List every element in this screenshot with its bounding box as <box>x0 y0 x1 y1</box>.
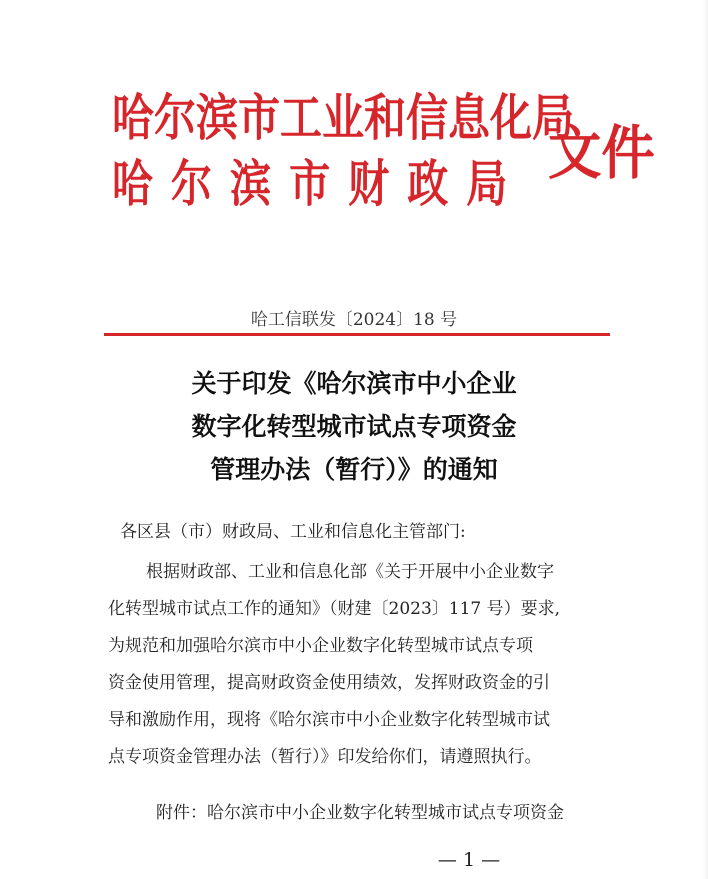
title-line-1: 关于印发《哈尔滨市中小企业 <box>191 369 517 398</box>
paragraph-line: 化转型城市试点工作的通知》（财建〔2023〕117 号）要求, <box>108 599 561 619</box>
document-number: 哈工信联发〔2024〕18 号 <box>250 310 458 330</box>
page-edge-shadow <box>702 0 708 879</box>
paragraph-line: 点专项资金管理办法（暂行）》印发给你们，请遵照执行。 <box>108 747 542 767</box>
attachment-line: 附件：哈尔滨市中小企业数字化转型城市试点专项资金 <box>156 803 564 823</box>
page-number: — 1 — <box>437 849 501 871</box>
paragraph-line: 为规范和加强哈尔滨市中小企业数字化转型城市试点专项 <box>108 636 533 656</box>
issuer-line-2: 哈尔滨市财政局 <box>112 154 526 213</box>
document-type-label: 文件 <box>548 119 655 187</box>
issuer-line-1: 哈尔滨市工业和信息化局 <box>112 88 574 147</box>
paragraph-line: 导和激励作用，现将《哈尔滨市中小企业数字化转型城市试 <box>108 710 550 730</box>
paragraph-line: 资金使用管理，提高财政资金使用绩效，发挥财政资金的引 <box>108 673 550 693</box>
red-divider <box>104 333 610 336</box>
paragraph-line: 根据财政部、工业和信息化部《关于开展中小企业数字 <box>146 562 554 582</box>
title-line-2: 数字化转型城市试点专项资金 <box>191 412 517 441</box>
salutation: 各区县（市）财政局、工业和信息化主管部门: <box>120 522 466 542</box>
title-line-3: 管理办法（暂行）》的通知 <box>210 455 498 484</box>
